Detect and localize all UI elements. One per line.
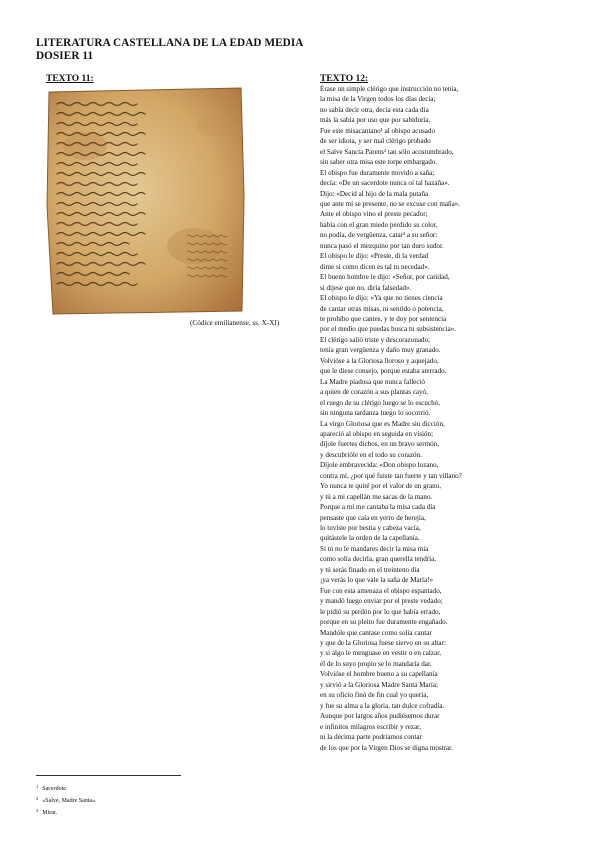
poem-line: la misa de la Virgen todos los días decía; bbox=[320, 95, 436, 104]
poem-text bbox=[320, 84, 560, 753]
poem-line: de ser idiota, y ser mal clérigo probado bbox=[320, 137, 431, 146]
footnote-number: 3 bbox=[36, 808, 39, 814]
poem-line: Yo nunca te quité por el valor de un grano, bbox=[320, 482, 442, 491]
poem-line: La virgo Gloriosa que es Madre sin dicción, bbox=[320, 419, 445, 428]
footnote-text: Mirar. bbox=[42, 810, 58, 817]
footnote bbox=[36, 782, 97, 794]
poem-line: no sabía decir otra, decía esta cada día bbox=[320, 105, 429, 114]
poem-line: El obispo fue duramente movido a saña; bbox=[320, 168, 435, 177]
manuscript-page-image bbox=[45, 86, 247, 316]
poem-line: Dijo: «Decid al hijo de la mala putaña bbox=[320, 189, 429, 198]
poem-line: en su oficio finó de fin cual yo quería, bbox=[320, 691, 429, 700]
poem-line: sin ninguna tardanza luego lo socorrió. bbox=[320, 409, 431, 418]
poem-line: de cantar otras misas, ni sentido o potencia, bbox=[320, 304, 444, 313]
poem-line: como solía decirla, gran querella tendría, bbox=[320, 555, 437, 564]
poem-line: Volvióse el hombre bueno a su capellanía bbox=[320, 670, 438, 679]
footnote-text: Sacerdote. bbox=[42, 786, 68, 792]
document-subtitle: DOSIER 11 bbox=[36, 50, 94, 62]
footnotes bbox=[36, 782, 97, 819]
poem-line: tenía gran vergüenza y daño muy granado. bbox=[320, 346, 441, 355]
poem-line: pensaste que caía en yerro de herejía, bbox=[320, 513, 426, 522]
poem-line: y mandó luego enviar por el preste vedado; bbox=[320, 597, 443, 606]
poem-line: Porque a mí me cantaba la misa cada día bbox=[320, 503, 436, 512]
poem-line: nunca pasó el mezquino por tan duro sudor. bbox=[320, 241, 444, 250]
poem-line: ¡ya verás lo que vale la saña de María!» bbox=[320, 576, 434, 585]
poem-line: apareció al obispo en seguida en visión; bbox=[320, 429, 434, 438]
poem-line: Érase un simple clérigo que instrucción no tenía, bbox=[320, 85, 459, 93]
poem-line: ni la décima parte podríamos contar bbox=[320, 733, 422, 742]
poem-line: que ante mí se presente, no se excuse con maña». bbox=[320, 199, 461, 208]
poem-line: de los que por la Virgen Dios se digna mostrar. bbox=[320, 743, 453, 752]
poem-line: no podía, de vergüenza, catar³ a su señor: bbox=[320, 231, 438, 240]
poem-line: Aunque por largos años pudiésemos durar bbox=[320, 712, 440, 721]
footnote-number: 2 bbox=[36, 796, 39, 802]
poem-line: sin saber otra misa este torpe embargado. bbox=[320, 158, 438, 167]
footnote-number: 1 bbox=[36, 784, 39, 789]
poem-line: quitástele la orden de la capellanía. bbox=[320, 534, 420, 543]
footnote-text: «Salve, Madre Santa». bbox=[42, 798, 97, 805]
poem-line: que le diese consejo, porque estaba aterrado. bbox=[320, 367, 447, 376]
poem-line: había con el gran miedo perdido su color, bbox=[320, 220, 438, 229]
footnote-divider bbox=[36, 775, 181, 776]
poem-line: y si algo le menguase en vestir o en calzar, bbox=[320, 649, 442, 658]
poem-line: Fue con esta amenaza el obispo espantado, bbox=[320, 586, 442, 595]
poem-line: te prohíbo que cantes, y te doy por sentencia bbox=[320, 314, 447, 323]
texto-12-label: TEXTO 12: bbox=[320, 74, 369, 84]
poem-line: Mandóle que cantase como solía cantar bbox=[320, 628, 432, 637]
poem-line: Si tú no le mandares decir la misa mía bbox=[320, 544, 429, 553]
poem-line: y descubrióle en el todo su corazón. bbox=[320, 450, 422, 459]
document-title: LITERATURA CASTELLANA DE LA EDAD MEDIA bbox=[36, 37, 304, 49]
poem-line: él de lo suyo propio se lo mandaría dar. bbox=[320, 659, 432, 668]
poem-line: y tú a mi capellán me sacas de la mano. bbox=[320, 492, 433, 501]
poem-line: y tú serás finado en el treinteno día bbox=[320, 565, 420, 574]
poem-line: díjole fuertes dichos, en un bravo sermón, bbox=[320, 440, 439, 449]
poem-line: decía: «De un sacerdote nunca oí tal hazaña». bbox=[320, 179, 450, 188]
poem-line: El obispo le dijo: «Ya que no tienes ciencia bbox=[320, 294, 443, 303]
footnote bbox=[36, 794, 97, 806]
poem-line: le pidió su perdón por lo que había errado, bbox=[320, 607, 441, 616]
poem-line: el ruego de su clérigo luego se lo escuchó, bbox=[320, 398, 440, 407]
poem-line: lo tuviste por bestia y cabeza vacía, bbox=[320, 524, 421, 533]
poem-line: Fue este misacantano¹ al obispo acusado bbox=[320, 126, 436, 135]
poem-line: El clérigo salió triste y descorazonado; bbox=[320, 335, 431, 344]
poem-line: por el medio que puedas busca tu subsistencia». bbox=[320, 325, 456, 334]
poem-line: dime si como dicen es tal tu necedad». bbox=[320, 262, 430, 271]
poem-line: a quien de corazón a sus plantas cayó, bbox=[320, 388, 428, 397]
poem-line: y que de la Gloriosa fuese siervo en su altar: bbox=[320, 639, 446, 648]
poem-line: porque en su pleito fue duramente engañado. bbox=[320, 618, 448, 627]
poem-line: contra mí, ¿por qué fuiste tan fuerte y tan villano? bbox=[320, 471, 462, 480]
poem-line: Ante el obispo vino el preste pecador; bbox=[320, 210, 428, 219]
poem-line: e infinitos milagros escribir y rezar, bbox=[320, 722, 421, 731]
image-caption: (Códice emilianense, ss. X-XI) bbox=[190, 319, 280, 327]
poem-line: si dijese que no, diría falsedad». bbox=[320, 283, 412, 292]
poem-line: más la sabía por uso que por sabiduría. bbox=[320, 116, 431, 125]
poem-line: Díjole embravecida: «Don obispo lozano, bbox=[320, 461, 439, 470]
footnote bbox=[36, 806, 97, 818]
poem-line: El obispo le dijo: «Preste, di la verdad bbox=[320, 252, 429, 261]
poem-line: y fue su alma a la gloria, tan dulce cofradía. bbox=[320, 701, 445, 710]
document-header bbox=[36, 37, 303, 63]
texto-11-label: TEXTO 11: bbox=[46, 74, 94, 84]
poem-line: Volvióse a la Gloriosa lloroso y aquejado, bbox=[320, 356, 439, 365]
poem-line: La Madre piadosa que nunca falleció bbox=[320, 377, 425, 386]
poem-line: El bueno hombre le dijo: «Señor, por caridad, bbox=[320, 273, 450, 282]
poem-line: y sirvió a la Gloriosa Madre Santa María; bbox=[320, 680, 438, 689]
poem-line: el Salve Sancta Parens² tan sólo acostumbrado, bbox=[320, 147, 454, 156]
